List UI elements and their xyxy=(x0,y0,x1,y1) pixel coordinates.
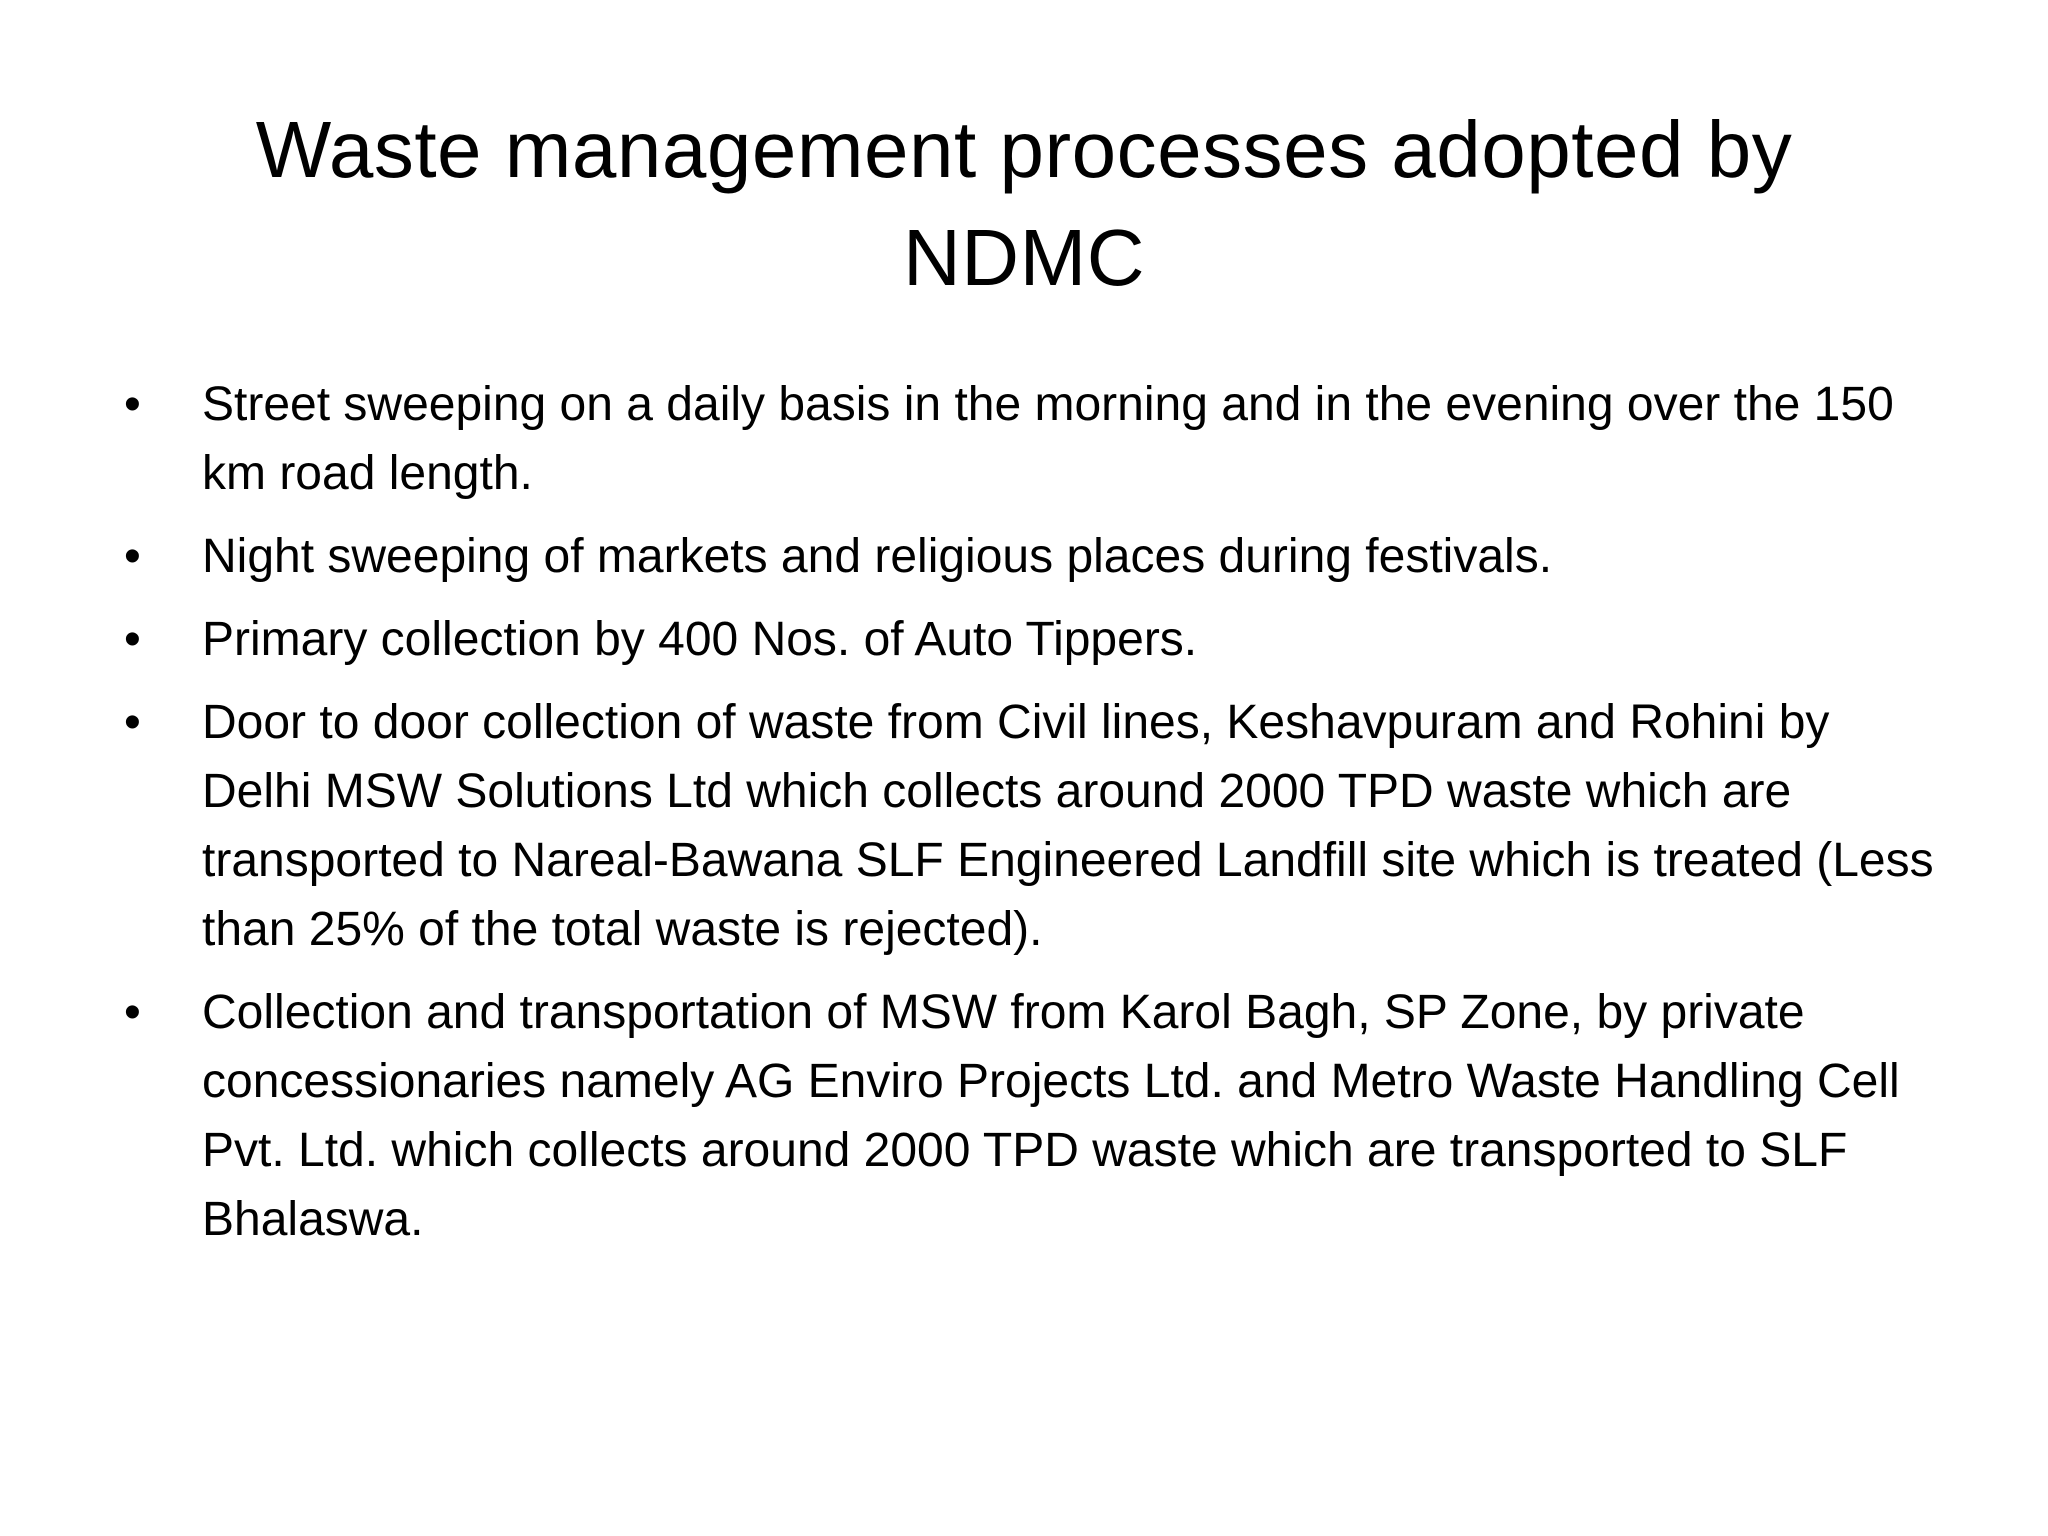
bullet-icon: • xyxy=(124,530,141,583)
bullet-text: Collection and transportation of MSW from Karol Bagh, SP Zone, by private concessionaries namely AG Enviro Projects Ltd. and Metro Waste Handling Cell Pvt. Ltd. which collects around 2000 TPD waste which are transported to SLF Bhalaswa. xyxy=(202,986,1900,1246)
bullet-item xyxy=(120,978,1940,1254)
bullet-item xyxy=(120,370,1940,508)
bullet-text: Primary collection by 400 Nos. of Auto Tippers. xyxy=(202,613,1198,666)
bullet-text: Night sweeping of markets and religious places during festivals. xyxy=(202,530,1553,583)
bullet-icon: • xyxy=(124,613,141,666)
bullet-icon: • xyxy=(124,378,141,431)
bullet-list xyxy=(120,370,1940,1268)
bullet-text: Street sweeping on a daily basis in the morning and in the evening over the 150 km road length. xyxy=(202,378,1894,500)
bullet-item xyxy=(120,688,1940,964)
bullet-text: Door to door collection of waste from Civil lines, Keshavpuram and Rohini by Delhi MSW Solutions Ltd which collects around 2000 TPD waste which are transported to Nareal-Bawana SLF Engineered Landfill site which is treated (Less than 25% of the total waste is rejected). xyxy=(202,696,1934,956)
slide-title: Waste management processes adopted by NDMC xyxy=(255,105,1793,302)
bullet-icon: • xyxy=(124,696,141,749)
bullet-icon: • xyxy=(124,986,141,1039)
bullet-item xyxy=(120,605,1940,674)
bullet-item xyxy=(120,522,1940,591)
